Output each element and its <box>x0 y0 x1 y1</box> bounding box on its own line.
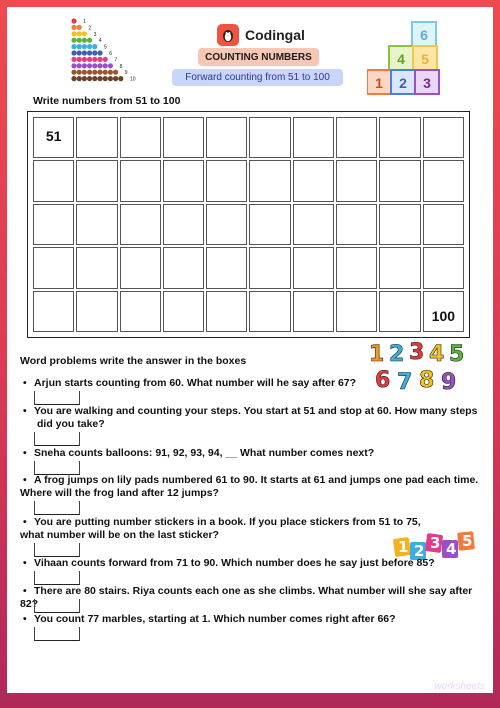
abacus-label: 10 <box>130 76 136 83</box>
abacus-bead <box>77 44 82 49</box>
abacus-label: 5 <box>104 44 107 51</box>
abacus-bead <box>113 76 118 81</box>
abacus-bead <box>82 63 87 68</box>
bullet-icon: • <box>23 405 27 417</box>
svg-text:4: 4 <box>397 51 405 67</box>
abacus-bead <box>71 70 76 75</box>
svg-text:3: 3 <box>430 534 441 552</box>
abacus-bead <box>108 76 113 81</box>
word-problem <box>20 377 485 390</box>
abacus-bead <box>77 76 82 81</box>
abacus-bead <box>71 50 76 55</box>
word-problem <box>20 613 485 626</box>
grid-cell[interactable] <box>249 117 290 158</box>
abacus-bead <box>92 50 97 55</box>
abacus-bead <box>71 76 76 81</box>
grid-cell[interactable] <box>33 204 74 245</box>
grid-cell[interactable] <box>120 291 161 332</box>
word-problem <box>20 474 485 500</box>
abacus-bead <box>97 70 102 75</box>
answer-box[interactable] <box>34 432 80 446</box>
grid-cell[interactable] <box>120 160 161 201</box>
bead-abacus-icon <box>56 15 151 95</box>
abacus-bead <box>82 57 87 62</box>
grid-cell[interactable] <box>423 247 464 288</box>
question-text: You are putting number stickers in a book. If you place stickers from 51 to 75, <box>34 516 421 528</box>
svg-text:3: 3 <box>423 75 431 91</box>
grid-cell[interactable] <box>293 204 334 245</box>
abacus-bead <box>92 63 97 68</box>
svg-text:3: 3 <box>409 340 425 365</box>
codingal-logo <box>217 24 305 46</box>
abacus-bead <box>92 57 97 62</box>
grid-cell[interactable] <box>33 291 74 332</box>
answer-box[interactable] <box>34 543 80 557</box>
grid-cell[interactable] <box>76 204 117 245</box>
abacus-bead <box>71 57 76 62</box>
abacus-bead <box>82 31 87 36</box>
grid-cell[interactable] <box>336 160 377 201</box>
abacus-bead <box>82 38 87 43</box>
question-text: Sneha counts balloons: 91, 92, 93, 94, __ What number comes next? <box>34 447 375 459</box>
grid-cell[interactable] <box>379 160 420 201</box>
grid-cell[interactable] <box>33 247 74 288</box>
question-text: what number will be on the last sticker? <box>20 529 219 541</box>
abacus-bead <box>71 31 76 36</box>
grid-cell[interactable] <box>293 117 334 158</box>
grid-cell[interactable] <box>293 291 334 332</box>
grid-cell[interactable] <box>120 117 161 158</box>
abacus-bead <box>92 70 97 75</box>
grid-cell[interactable] <box>120 204 161 245</box>
word-problem <box>20 516 485 542</box>
svg-text:6: 6 <box>375 368 391 393</box>
abacus-bead <box>82 44 87 49</box>
svg-text:7: 7 <box>397 370 413 394</box>
worksheet-title: COUNTING NUMBERS <box>198 48 319 66</box>
grid-cell[interactable] <box>336 291 377 332</box>
svg-text:8: 8 <box>419 368 435 393</box>
grid-cell[interactable] <box>206 117 247 158</box>
abacus-label: 7 <box>114 57 118 64</box>
answer-box[interactable] <box>34 599 80 613</box>
svg-text:2: 2 <box>389 342 405 367</box>
grid-cell[interactable] <box>379 291 420 332</box>
question-text: did you take? <box>37 418 105 430</box>
abacus-label: 2 <box>88 25 92 32</box>
abacus-label: 8 <box>119 63 123 70</box>
grid-cell[interactable] <box>249 204 290 245</box>
abacus-bead <box>92 76 97 81</box>
abacus-label: 3 <box>93 31 97 38</box>
question-text: There are 80 stairs. Riya counts each one as she climbs. What number will she say after 82? <box>20 585 473 610</box>
grid-cell[interactable] <box>33 160 74 201</box>
abacus-label: 4 <box>98 38 102 45</box>
abacus-bead <box>113 70 118 75</box>
abacus-bead <box>77 70 82 75</box>
worksheet-page <box>7 7 493 693</box>
abacus-bead <box>103 70 108 75</box>
grid-cell[interactable] <box>76 291 117 332</box>
question-text: Where will the frog land after 12 jumps? <box>20 487 219 499</box>
grid-cell[interactable] <box>76 160 117 201</box>
grid-cell[interactable] <box>379 204 420 245</box>
abacus-bead <box>77 38 82 43</box>
grid-cell[interactable] <box>423 160 464 201</box>
grid-cell[interactable] <box>206 160 247 201</box>
grid-cell[interactable] <box>423 204 464 245</box>
svg-text:2: 2 <box>399 75 407 91</box>
top-worksheets-logo: TOP worksheets <box>434 673 485 692</box>
abacus-bead <box>87 38 92 43</box>
bullet-icon: • <box>23 516 27 528</box>
svg-text:5: 5 <box>449 342 465 367</box>
abacus-bead <box>71 25 76 30</box>
grid-cell[interactable] <box>293 247 334 288</box>
bullet-icon: • <box>23 585 27 597</box>
word-problem <box>20 585 485 611</box>
grid-cell[interactable] <box>379 247 420 288</box>
worksheet-subtitle: Forward counting from 51 to 100 <box>172 69 343 86</box>
abacus-label: 6 <box>109 51 112 57</box>
abacus-bead <box>87 76 92 81</box>
grid-cell[interactable] <box>76 247 117 288</box>
grid-cell[interactable] <box>206 247 247 288</box>
answer-box[interactable] <box>34 461 80 475</box>
question-text: Vihaan counts forward from 71 to 90. Which number does he say just before 85? <box>34 557 435 569</box>
svg-text:9: 9 <box>441 370 457 394</box>
abacus-bead <box>97 76 102 81</box>
grid-cell[interactable] <box>336 117 377 158</box>
svg-text:1: 1 <box>398 538 409 556</box>
abacus-bead <box>103 57 108 62</box>
svg-text:5: 5 <box>462 532 473 550</box>
word-problem <box>20 405 485 431</box>
svg-text:1: 1 <box>369 342 385 367</box>
bullet-icon: • <box>23 377 27 389</box>
abacus-bead <box>108 70 113 75</box>
abacus-bead <box>71 63 76 68</box>
answer-box[interactable] <box>34 501 80 515</box>
question-text: Arjun starts counting from 60. What number will he say after 67? <box>34 377 357 389</box>
bullet-icon: • <box>23 613 27 625</box>
word-problem <box>20 557 485 570</box>
grid-cell[interactable] <box>206 291 247 332</box>
svg-text:1: 1 <box>375 75 383 91</box>
question-text: A frog jumps on lily pads numbered 61 to 90. It starts at 61 and jumps one pad each time. <box>34 474 479 486</box>
word-problems-heading: Word problems write the answer in the boxes <box>20 355 247 367</box>
grid-cell[interactable] <box>423 117 464 158</box>
grid-cell-last: 100 <box>423 291 464 332</box>
abacus-bead <box>77 50 82 55</box>
abacus-bead <box>82 76 87 81</box>
abacus-bead <box>77 63 82 68</box>
abacus-bead <box>87 70 92 75</box>
abacus-bead <box>108 63 113 68</box>
answer-box[interactable] <box>34 391 80 405</box>
word-problem <box>20 447 485 460</box>
grid-cell[interactable] <box>379 117 420 158</box>
abacus-bead <box>92 44 97 49</box>
grid-cell[interactable] <box>249 291 290 332</box>
penguin-icon <box>217 24 239 46</box>
grid-cell[interactable] <box>163 204 204 245</box>
grid-cell[interactable] <box>249 160 290 201</box>
abacus-bead <box>87 57 92 62</box>
svg-text:6: 6 <box>420 27 428 43</box>
abacus-bead <box>71 38 76 43</box>
bullet-icon: • <box>23 474 27 486</box>
grid-cell[interactable] <box>163 247 204 288</box>
abacus-bead <box>103 76 108 81</box>
abacus-bead <box>97 63 102 68</box>
abacus-bead <box>97 50 102 55</box>
abacus-bead <box>71 44 76 49</box>
abacus-label: 1 <box>83 19 86 25</box>
abacus-bead <box>87 50 92 55</box>
grid-cell[interactable] <box>206 204 247 245</box>
svg-text:5: 5 <box>421 51 429 67</box>
abacus-bead <box>87 63 92 68</box>
question-text: You count 77 marbles, starting at 1. Which number comes right after 66? <box>34 613 396 625</box>
abacus-bead <box>103 63 108 68</box>
abacus-bead <box>87 44 92 49</box>
answer-box[interactable] <box>34 571 80 585</box>
grid-cell-first: 51 <box>33 117 74 158</box>
grid-cell[interactable] <box>336 204 377 245</box>
grid-cell[interactable] <box>163 160 204 201</box>
number-blocks-icon <box>367 20 442 95</box>
abacus-bead <box>82 50 87 55</box>
question-text: You are walking and counting your steps. You start at 51 and stop at 60. How many steps <box>34 405 478 417</box>
bullet-icon: • <box>23 557 27 569</box>
grid-cell[interactable] <box>120 247 161 288</box>
abacus-bead <box>77 31 82 36</box>
grid-cell[interactable] <box>293 160 334 201</box>
svg-text:2: 2 <box>414 542 425 560</box>
abacus-bead <box>118 76 123 81</box>
svg-text:4: 4 <box>429 342 445 367</box>
svg-text:4: 4 <box>446 540 457 558</box>
hundred-grid <box>27 111 470 338</box>
brand-name: Codingal <box>245 27 305 43</box>
abacus-bead <box>97 57 102 62</box>
abacus-bead <box>82 70 87 75</box>
grid-cell[interactable] <box>336 247 377 288</box>
answer-box[interactable] <box>34 627 80 641</box>
bullet-icon: • <box>23 447 27 459</box>
grid-cell[interactable] <box>76 117 117 158</box>
abacus-label: 9 <box>124 70 128 77</box>
abacus-bead <box>71 18 76 23</box>
grid-cell[interactable] <box>163 291 204 332</box>
grid-instruction: Write numbers from 51 to 100 <box>33 95 181 107</box>
grid-cell[interactable] <box>163 117 204 158</box>
grid-cell[interactable] <box>249 247 290 288</box>
abacus-bead <box>77 25 82 30</box>
abacus-bead <box>77 57 82 62</box>
